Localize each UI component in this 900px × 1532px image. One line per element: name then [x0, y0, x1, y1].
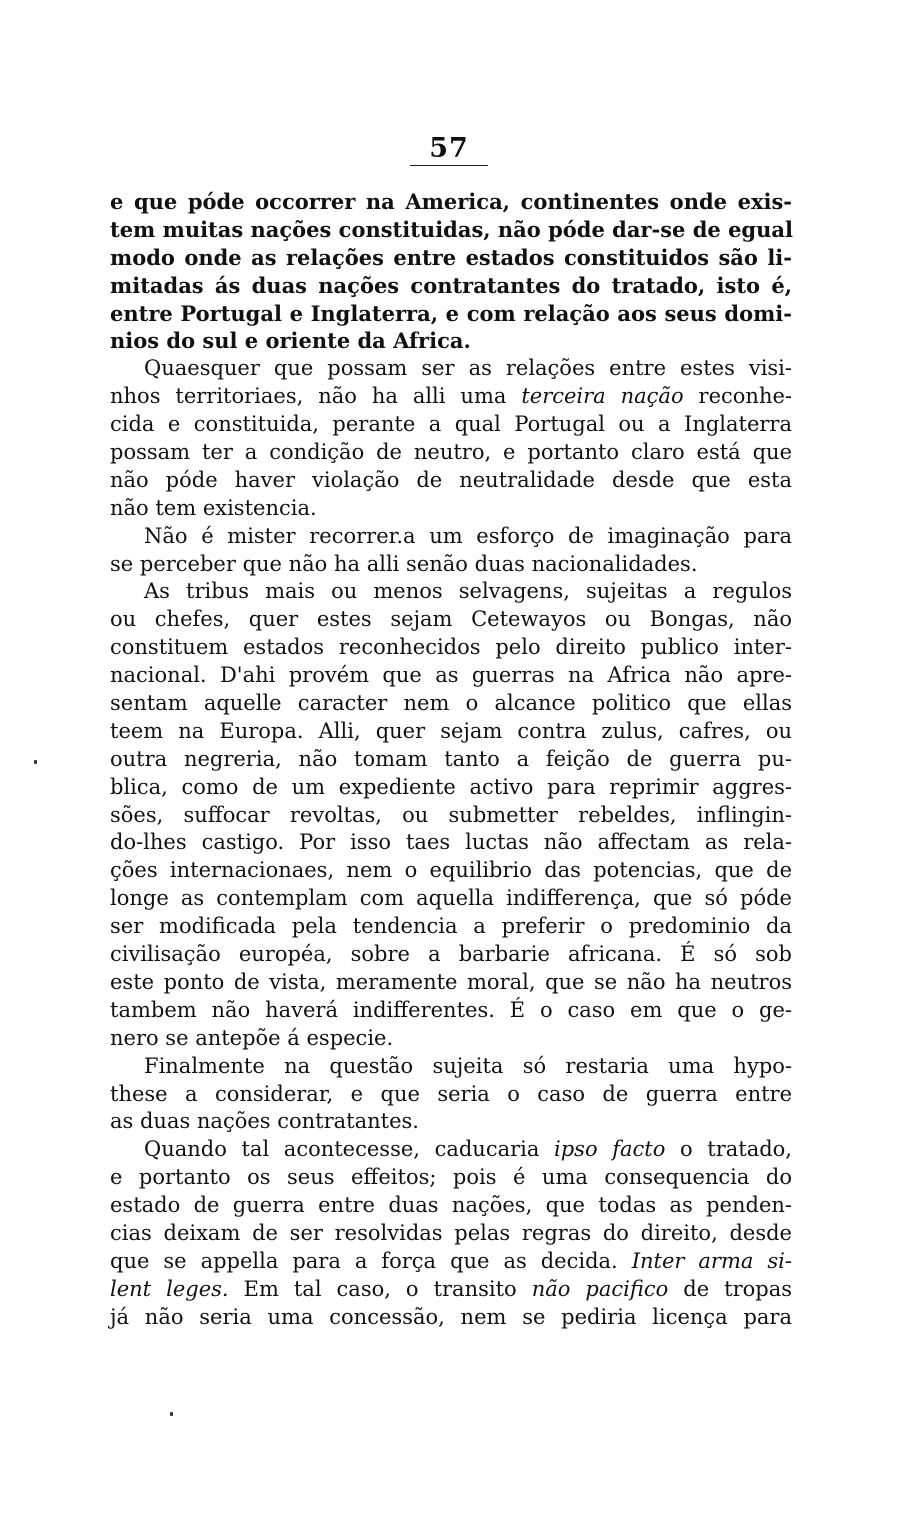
text-line: não tem existencia. — [110, 495, 317, 520]
italic-phrase: ipso facto — [554, 1137, 666, 1162]
text-line: these a considerar, e que seria o caso de guerra entre — [110, 1081, 792, 1106]
text-line — [110, 1276, 792, 1304]
text-line: Não é mister recorrer.a um esforço de imaginação para — [144, 523, 792, 548]
print-speck — [170, 1412, 173, 1416]
text-line: este ponto de vista, meramente moral, que se não ha neutros — [110, 969, 792, 994]
body-text — [110, 188, 792, 1332]
text-line — [110, 1248, 792, 1276]
text-line: estado de guerra entre duas nações, que todas as penden- — [110, 1193, 792, 1218]
text-line: sões, suffocar revoltas, ou submetter rebeldes, inflingin- — [110, 802, 792, 827]
text-line — [110, 1136, 792, 1164]
text-line: entre Portugal e Inglaterra, e com relação aos seus domi- — [110, 300, 792, 326]
text-line: outra negreria, não tomam tanto a feição de guerra pu- — [110, 746, 792, 771]
text-line: As tribus mais ou menos selvagens, sujeitas a regulos — [144, 579, 792, 604]
text-line: e que póde occorrer na America, continentes onde exis- — [110, 189, 792, 214]
text-line: se perceber que não ha alli senão duas nacionalidades. — [110, 551, 698, 576]
italic-phrase: não pacifico — [531, 1276, 669, 1301]
text-segment: nhos territoriaes, não ha alli uma — [110, 384, 507, 409]
text-line: tambem não haverá indifferentes. É o caso em que o ge- — [110, 997, 792, 1022]
text-line: ou chefes, quer estes sejam Cetewayos ou Bongas, não — [110, 607, 792, 632]
page-number-rule — [410, 165, 488, 166]
text-line: já não seria uma concessão, nem se pediria licença para — [110, 1304, 792, 1329]
italic-phrase: Inter arma si- — [631, 1248, 792, 1273]
text-line: e portanto os seus effeitos; pois é uma consequencia do — [110, 1165, 792, 1190]
italic-phrase: lent leges. — [110, 1276, 229, 1301]
text-line: blica, como de um expediente activo para reprimir aggres- — [110, 774, 792, 799]
text-segment: reconhe- — [698, 384, 792, 409]
text-line: ser modificada pela tendencia a preferir o predominio da — [110, 914, 792, 939]
text-line: cida e constituida, perante a qual Portugal ou a Inglaterra — [110, 412, 792, 437]
print-speck — [34, 760, 37, 764]
text-line: possam ter a condição de neutro, e portanto claro está que — [110, 440, 792, 465]
text-line: tem muitas nações constituidas, não póde dar-se de egual — [110, 216, 793, 242]
text-line: nero se antepõe á especie. — [110, 1025, 394, 1050]
text-line: não póde haver violação de neutralidade desde que esta — [110, 467, 792, 492]
text-line: nios do sul e oriente da Africa. — [110, 328, 471, 354]
text-line: sentam aquelle caracter nem o alcance politico que ellas — [110, 691, 792, 716]
text-line: Quaesquer que possam ser as relações entre estes visi- — [144, 356, 792, 381]
text-segment: que se appella para a força que as decida. — [110, 1248, 618, 1273]
text-segment: de tropas — [683, 1276, 792, 1301]
text-segment: Quando tal acontecesse, caducaria — [144, 1137, 540, 1162]
text-line: ções internacionaes, nem o equilibrio das potencias, que de — [110, 858, 792, 883]
text-line: civilisação européa, sobre a barbarie africana. É só sob — [110, 942, 792, 967]
text-line: as duas nações contratantes. — [110, 1109, 419, 1134]
text-line: cias deixam de ser resolvidas pelas regras do direito, desde — [110, 1220, 792, 1245]
text-line: mitadas ás duas nações contratantes do tratado, isto é, — [110, 272, 792, 298]
page-number: 57 — [429, 133, 469, 164]
text-line: teem na Europa. Alli, quer sejam contra zulus, cafres, ou — [110, 718, 792, 743]
text-line: modo onde as relações entre estados constituidos são li- — [110, 244, 792, 270]
text-line: longe as contemplam com aquella indifferença, que só póde — [110, 886, 792, 911]
italic-phrase: terceira nação — [521, 384, 684, 409]
text-line: do-lhes castigo. Por isso taes luctas não affectam as rela- — [110, 830, 792, 855]
text-segment: Em tal caso, o transito — [243, 1276, 517, 1301]
text-segment: o tratado, — [679, 1137, 792, 1162]
text-line: nacional. D'ahi provém que as guerras na Africa não apre- — [110, 663, 792, 688]
text-line: constituem estados reconhecidos pelo direito publico inter- — [110, 635, 792, 660]
text-line — [110, 383, 792, 411]
text-line: Finalmente na questão sujeita só restaria uma hypo- — [144, 1053, 792, 1078]
